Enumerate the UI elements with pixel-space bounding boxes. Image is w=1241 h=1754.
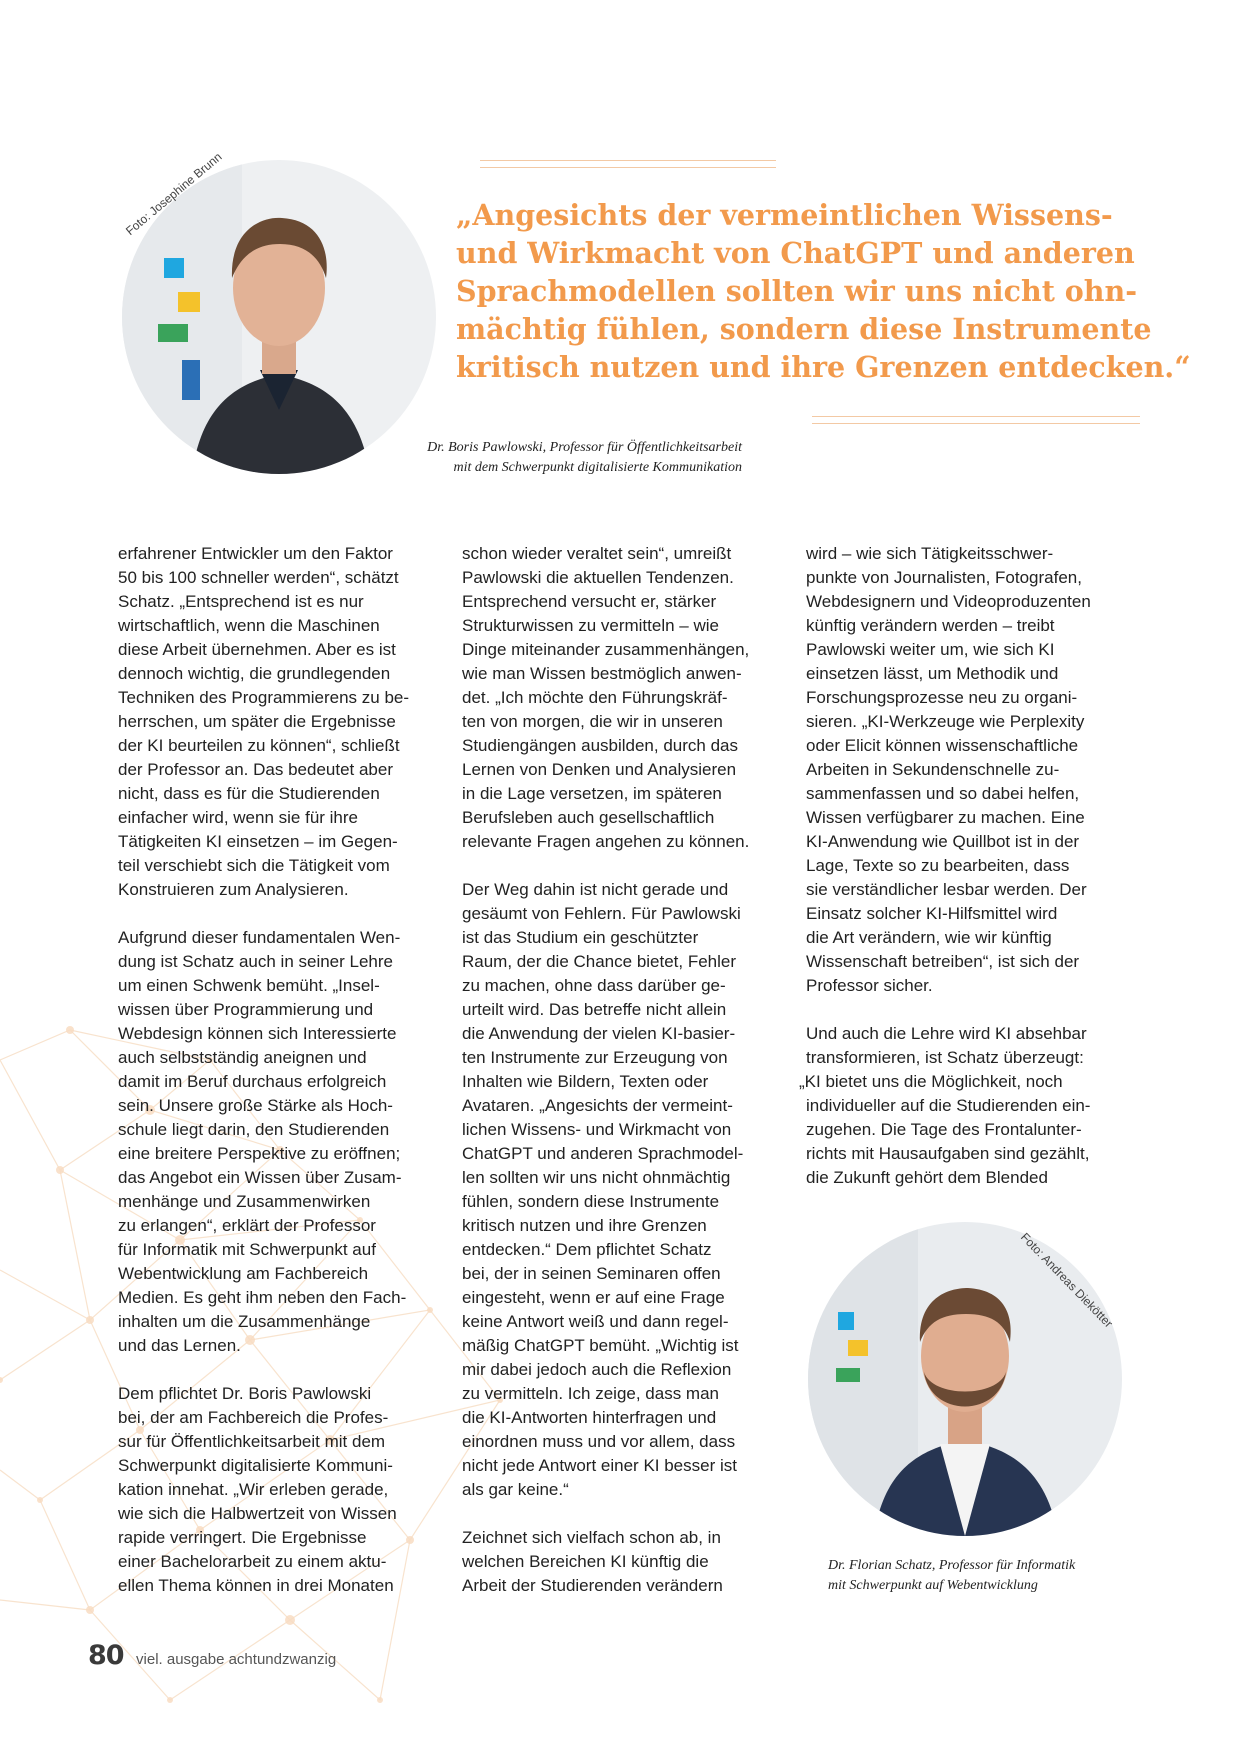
photo-credit-bottom: Foto: Andreas Diekötter xyxy=(1017,1230,1116,1331)
article-line: Pawlowski weiter um, wie sich KI xyxy=(806,640,1055,659)
article-line: dennoch wichtig, die grundlegenden xyxy=(118,664,391,683)
article-line: mäßig ChatGPT bemüht. „Wichtig ist xyxy=(462,1336,739,1355)
caption-line: Dr. Florian Schatz, Professor für Informatik xyxy=(828,1558,1076,1573)
article-paragraph xyxy=(118,926,450,1358)
article-line: Arbeit der Studierenden verändern xyxy=(462,1576,723,1595)
page-number: 80 xyxy=(88,1640,124,1671)
pull-quote-line: Sprachmodellen sollten wir uns nicht ohn- xyxy=(456,274,1138,308)
article-line: Schatz. „Entsprechend ist es nur xyxy=(118,592,364,611)
article-line: das Angebot ein Wissen über Zusam- xyxy=(118,1168,402,1187)
article-line: die KI-Antworten hinterfragen und xyxy=(462,1408,717,1427)
article-line: einfacher wird, wenn sie für ihre xyxy=(118,808,359,827)
article-line: det. „Ich möchte den Führungskräf- xyxy=(462,688,728,707)
article-line: Forschungsprozesse neu zu organi- xyxy=(806,688,1078,707)
magazine-issue: viel. ausgabe achtundzwanzig xyxy=(136,1651,337,1668)
article-line: Dinge miteinander zusammenhängen, xyxy=(462,640,750,659)
portrait-photo-schatz xyxy=(808,1222,1122,1536)
article-line: ist das Studium ein geschützter xyxy=(462,928,699,947)
article-line: zugehen. Die Tage des Frontalunter- xyxy=(806,1120,1082,1139)
article-paragraph xyxy=(118,1382,450,1598)
article-line: sieren. „KI-Werkzeuge wie Perplexity xyxy=(806,712,1085,731)
article-line: sein. Unsere große Stärke als Hoch- xyxy=(118,1096,393,1115)
article-line: in die Lage versetzen, im späteren xyxy=(462,784,722,803)
article-line: Studiengängen ausbilden, durch das xyxy=(462,736,738,755)
article-line: punkte von Journalisten, Fotografen, xyxy=(806,568,1082,587)
article-line: urteilt wird. Das betreffe nicht allein xyxy=(462,1000,727,1019)
photo-credit-top: Foto: Josephine Brunn xyxy=(123,149,225,238)
article-line: rapide verringert. Die Ergebnisse xyxy=(118,1528,367,1547)
article-line: bei, der in seinen Seminaren offen xyxy=(462,1264,721,1283)
article-line: der Professor an. Das bedeutet aber xyxy=(118,760,393,779)
article-line: Webdesign können sich Interessierte xyxy=(118,1024,397,1043)
article-line: eingesteht, wenn er auf eine Frage xyxy=(462,1288,725,1307)
article-line: entdecken.“ Dem pflichtet Schatz xyxy=(462,1240,712,1259)
article-line: lichen Wissens- und Wirkmacht von xyxy=(462,1120,732,1139)
article-line: Strukturwissen zu vermitteln – wie xyxy=(462,616,719,635)
article-line: welchen Bereichen KI künftig die xyxy=(462,1552,709,1571)
article-column-3 xyxy=(799,542,1138,1214)
article-line: künftig verändern werden – treibt xyxy=(806,616,1055,635)
article-line: schon wieder veraltet sein“, umreißt xyxy=(462,544,732,563)
article-line: sie verständlicher lesbar werden. Der xyxy=(806,880,1087,899)
article-line: Zeichnet sich vielfach schon ab, in xyxy=(462,1528,721,1547)
page-footer xyxy=(88,1640,336,1671)
article-line: Raum, der die Chance bietet, Fehler xyxy=(462,952,737,971)
article-line: Schwerpunkt digitalisierte Kommuni- xyxy=(118,1456,393,1475)
article-line: nicht, dass es für die Studierenden xyxy=(118,784,380,803)
caption-pawlowski xyxy=(380,438,742,478)
article-line: gesäumt von Fehlern. Für Pawlowski xyxy=(462,904,741,923)
article-line: Lernen von Denken und Analysieren xyxy=(462,760,737,779)
article-line: ellen Thema können in drei Monaten xyxy=(118,1576,394,1595)
article-line: zu vermitteln. Ich zeige, dass man xyxy=(462,1384,720,1403)
article-line: relevante Fragen angehen zu können. xyxy=(462,832,750,851)
article-line: die Zukunft gehört dem Blended xyxy=(806,1168,1048,1187)
article-line: Und auch die Lehre wird KI absehbar xyxy=(806,1024,1087,1043)
article-paragraph xyxy=(806,542,1138,998)
article-line: wirtschaftlich, wenn die Maschinen xyxy=(118,616,380,635)
article-paragraph xyxy=(462,1526,794,1598)
article-line: menhänge und Zusammenwirken xyxy=(118,1192,371,1211)
caption-schatz xyxy=(828,1556,1075,1596)
article-line: die Anwendung der vielen KI-basier- xyxy=(462,1024,736,1043)
article-line: Lage, Texte so zu bearbeiten, dass xyxy=(806,856,1070,875)
article-line: mir dabei jedoch auch die Reflexion xyxy=(462,1360,732,1379)
article-line: Webdesignern und Videoproduzenten xyxy=(806,592,1091,611)
article-line: sur für Öffentlichkeitsarbeit mit dem xyxy=(118,1432,386,1451)
article-line: Wissen verfügbarer zu machen. Eine xyxy=(806,808,1085,827)
article-line: Dem pflichtet Dr. Boris Pawlowski xyxy=(118,1384,372,1403)
article-line: um einen Schwenk bemüht. „Insel- xyxy=(118,976,380,995)
article-line: ten Instrumente zur Erzeugung von xyxy=(462,1048,728,1067)
pull-quote-line: mächtig fühlen, sondern diese Instrumente xyxy=(456,312,1152,346)
article-line: Professor sicher. xyxy=(806,976,933,995)
article-line: einsetzen lässt, um Methodik und xyxy=(806,664,1059,683)
article-line: herrschen, um später die Ergebnisse xyxy=(118,712,396,731)
article-line: schule liegt darin, den Studierenden xyxy=(118,1120,390,1139)
article-paragraph xyxy=(799,1022,1138,1190)
article-line: kation innehat. „Wir erleben gerade, xyxy=(118,1480,389,1499)
article-line: zu erlangen“, erklärt der Professor xyxy=(118,1216,376,1235)
article-line: dung ist Schatz auch in seiner Lehre xyxy=(118,952,394,971)
article-line: wird – wie sich Tätigkeitsschwer- xyxy=(806,544,1054,563)
article-line: Medien. Es geht ihm neben den Fach- xyxy=(118,1288,407,1307)
article-paragraph xyxy=(462,542,794,854)
article-line: individueller auf die Studierenden ein- xyxy=(806,1096,1091,1115)
article-line: damit im Beruf durchaus erfolgreich xyxy=(118,1072,387,1091)
article-column-1 xyxy=(118,542,450,1622)
article-line: für Informatik mit Schwerpunkt auf xyxy=(118,1240,376,1259)
article-line: Berufsleben auch gesellschaftlich xyxy=(462,808,715,827)
article-line: Avataren. „Angesichts der vermeint- xyxy=(462,1096,733,1115)
article-paragraph xyxy=(118,542,450,902)
caption-line: mit dem Schwerpunkt digitalisierte Kommunikation xyxy=(453,460,742,475)
article-line: wissen über Programmierung und xyxy=(118,1000,374,1019)
article-line: erfahrener Entwickler um den Faktor xyxy=(118,544,393,563)
portrait-photo-pawlowski xyxy=(122,160,436,474)
article-line: ten von morgen, die wir in unseren xyxy=(462,712,723,731)
pull-quote-line: und Wirkmacht von ChatGPT und anderen xyxy=(456,236,1135,270)
article-line: ChatGPT und anderen Sprachmodel- xyxy=(462,1144,744,1163)
article-line: eine breitere Perspektive zu eröffnen; xyxy=(118,1144,401,1163)
article-line: keine Antwort weiß und dann regel- xyxy=(462,1312,729,1331)
article-paragraph xyxy=(462,878,794,1502)
article-line: teil verschiebt sich die Tätigkeit vom xyxy=(118,856,390,875)
article-line: diese Arbeit übernehmen. Aber es ist xyxy=(118,640,396,659)
article-line: Aufgrund dieser fundamentalen Wen- xyxy=(118,928,401,947)
article-line: Der Weg dahin ist nicht gerade und xyxy=(462,880,729,899)
quote-rule-bottom xyxy=(812,416,1140,424)
article-line: Techniken des Programmierens zu be- xyxy=(118,688,410,707)
article-line: sammenfassen und so dabei helfen, xyxy=(806,784,1080,803)
article-line: wie sich die Halbwertzeit von Wissen xyxy=(118,1504,397,1523)
article-line: die Art verändern, wie wir künftig xyxy=(806,928,1052,947)
article-line: richts mit Hausaufgaben sind gezählt, xyxy=(806,1144,1090,1163)
article-line: inhalten um die Zusammenhänge xyxy=(118,1312,371,1331)
caption-line: Dr. Boris Pawlowski, Professor für Öffentlichkeitsarbeit xyxy=(427,440,742,455)
article-line: KI-Anwendung wie Quillbot ist in der xyxy=(806,832,1080,851)
pull-quote xyxy=(456,196,1191,386)
article-line: Arbeiten in Sekundenschnelle zu- xyxy=(806,760,1060,779)
pull-quote-line: „Angesichts der vermeintlichen Wissens- xyxy=(456,198,1113,232)
article-line: Webentwicklung am Fachbereich xyxy=(118,1264,369,1283)
article-line: transformieren, ist Schatz überzeugt: xyxy=(806,1048,1084,1067)
article-line: auch selbstständig aneignen und xyxy=(118,1048,367,1067)
article-line: Konstruieren zum Analysieren. xyxy=(118,880,349,899)
article-line: bei, der am Fachbereich die Profes- xyxy=(118,1408,389,1427)
article-line: „KI bietet uns die Möglichkeit, noch xyxy=(799,1072,1063,1091)
article-column-2 xyxy=(462,542,794,1622)
article-line: Tätigkeiten KI einsetzen – im Gegen- xyxy=(118,832,398,851)
article-line: einordnen muss und vor allem, dass xyxy=(462,1432,736,1451)
article-line: Einsatz solcher KI-Hilfsmittel wird xyxy=(806,904,1058,923)
article-line: 50 bis 100 schneller werden“, schätzt xyxy=(118,568,399,587)
article-line: oder Elicit können wissenschaftliche xyxy=(806,736,1079,755)
article-line: Pawlowski die aktuellen Tendenzen. xyxy=(462,568,734,587)
caption-line: mit Schwerpunkt auf Webentwicklung xyxy=(828,1578,1038,1593)
article-line: einer Bachelorarbeit zu einem aktu- xyxy=(118,1552,387,1571)
article-line: Wissenschaft betreiben“, ist sich der xyxy=(806,952,1080,971)
article-line: nicht jede Antwort einer KI besser ist xyxy=(462,1456,737,1475)
pull-quote-line: kritisch nutzen und ihre Grenzen entdecken.“ xyxy=(456,350,1191,384)
article-line: und das Lernen. xyxy=(118,1336,241,1355)
article-line: zu machen, ohne dass darüber ge- xyxy=(462,976,726,995)
quote-rule-top xyxy=(480,160,776,168)
article-line: Inhalten wie Bildern, Texten oder xyxy=(462,1072,709,1091)
article-line: wie man Wissen bestmöglich anwen- xyxy=(462,664,742,683)
article-line: fühlen, sondern diese Instrumente xyxy=(462,1192,720,1211)
article-line: als gar keine.“ xyxy=(462,1480,569,1499)
article-line: Entsprechend versucht er, stärker xyxy=(462,592,717,611)
article-line: der KI beurteilen zu können“, schließt xyxy=(118,736,400,755)
article-line: kritisch nutzen und ihre Grenzen xyxy=(462,1216,707,1235)
article-line: len sollten wir uns nicht ohnmächtig xyxy=(462,1168,731,1187)
